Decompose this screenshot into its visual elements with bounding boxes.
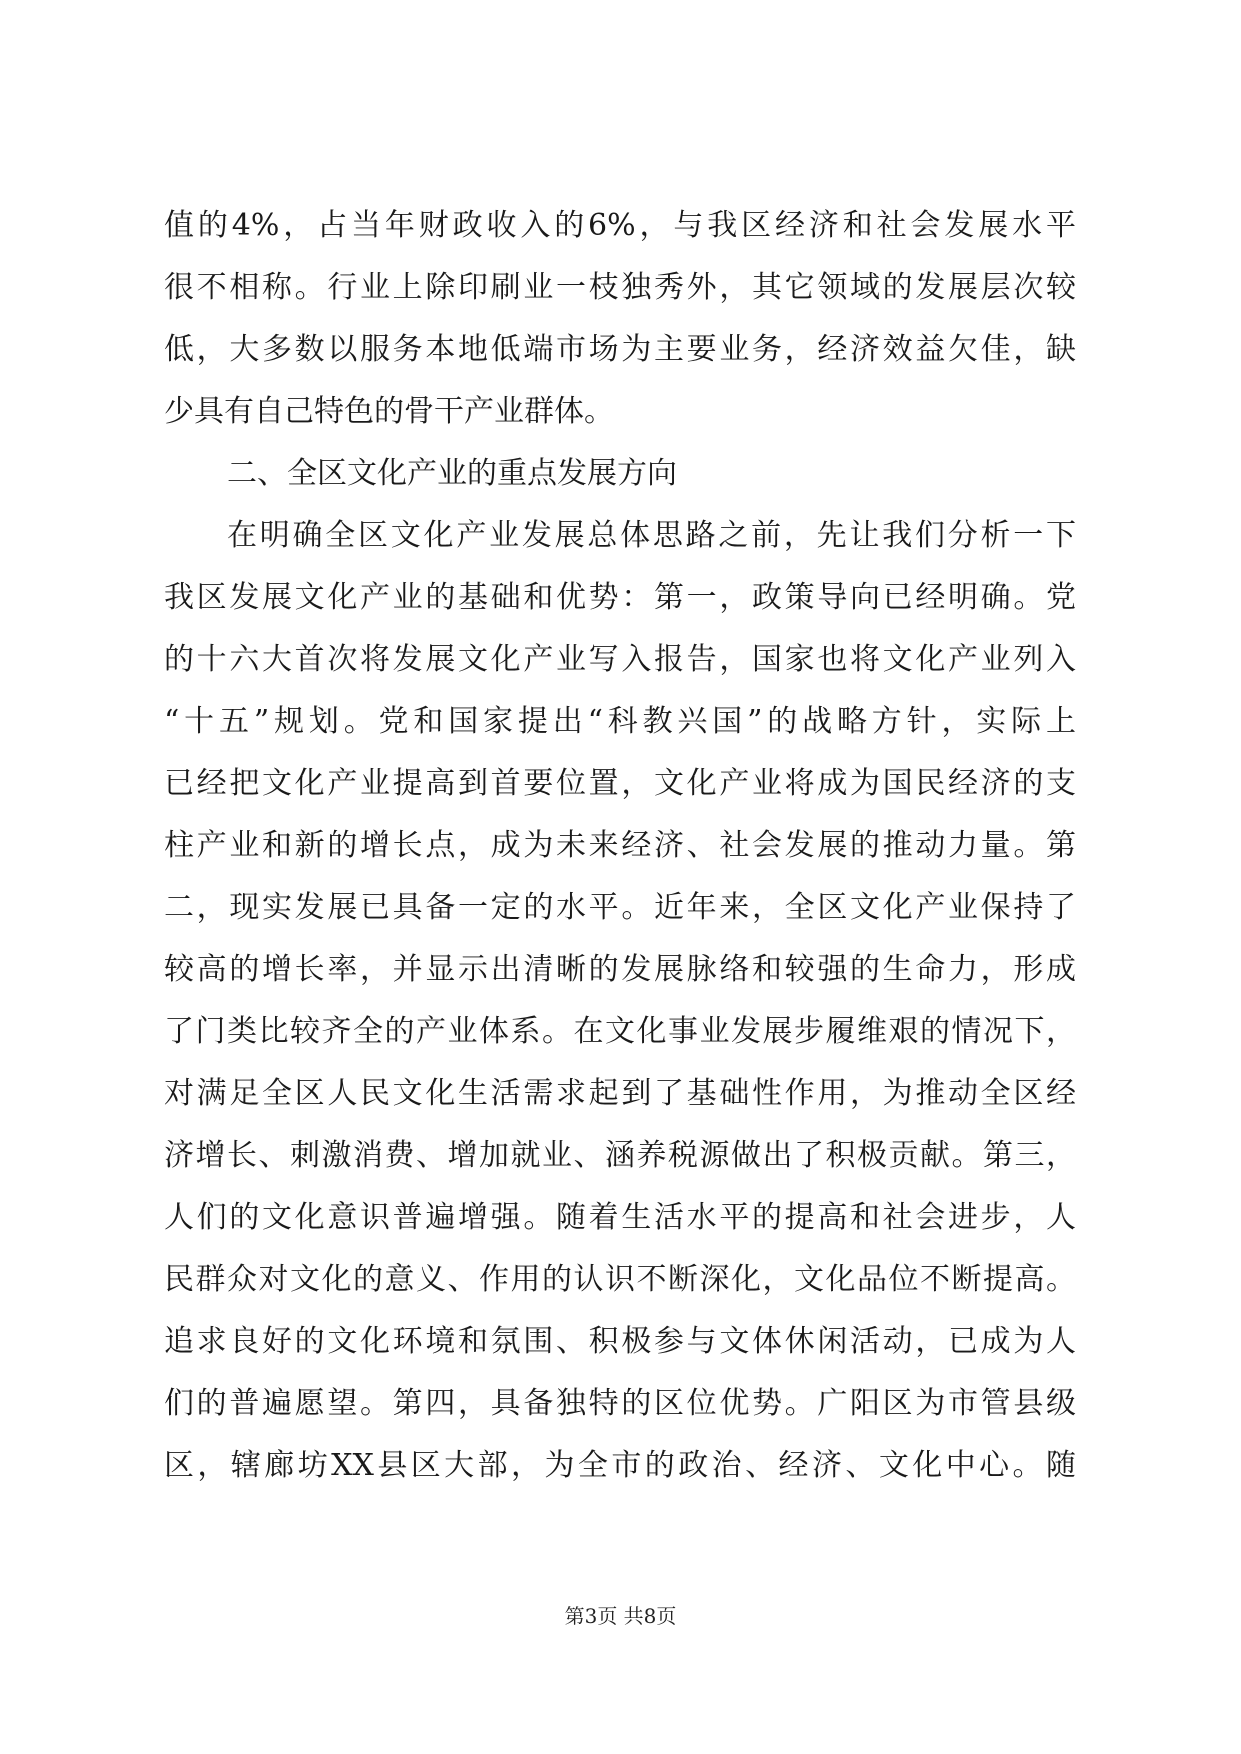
text-line: 二，现实发展已具备一定的水平。近年来，全区文化产业保持了 bbox=[164, 890, 1076, 925]
text-line: 济增长、刺激消费、增加就业、涵养税源做出了积极贡献。第三， bbox=[164, 1138, 1076, 1173]
text-line: 的十六大首次将发展文化产业写入报告，国家也将文化产业列入 bbox=[164, 642, 1076, 677]
text-line: 值的4%，占当年财政收入的6%，与我区经济和社会发展水平 bbox=[164, 208, 1076, 243]
text-line: 少具有自己特色的骨干产业群体。 bbox=[164, 394, 614, 429]
text-line: 民群众对文化的意义、作用的认识不断深化，文化品位不断提高。 bbox=[164, 1262, 1076, 1297]
text-line: 我区发展文化产业的基础和优势：第一，政策导向已经明确。党 bbox=[164, 580, 1076, 615]
text-line: 区，辖廊坊XX县区大部，为全市的政治、经济、文化中心。随 bbox=[164, 1448, 1076, 1483]
text-line: 们的普遍愿望。第四，具备独特的区位优势。广阳区为市管县级 bbox=[164, 1386, 1076, 1421]
text-line: 人们的文化意识普遍增强。随着生活水平的提高和社会进步，人 bbox=[164, 1200, 1076, 1235]
text-line: 了门类比较齐全的产业体系。在文化事业发展步履维艰的情况下， bbox=[164, 1014, 1076, 1049]
text-line: 在明确全区文化产业发展总体思路之前，先让我们分析一下 bbox=[227, 518, 1076, 553]
text-line: 较高的增长率，并显示出清晰的发展脉络和较强的生命力，形成 bbox=[164, 952, 1076, 987]
text-line: 柱产业和新的增长点，成为未来经济、社会发展的推动力量。第 bbox=[164, 828, 1076, 863]
text-line: 对满足全区人民文化生活需求起到了基础性作用，为推动全区经 bbox=[164, 1076, 1076, 1111]
text-line: 低，大多数以服务本地低端市场为主要业务，经济效益欠佳，缺 bbox=[164, 332, 1076, 367]
section-heading: 二、全区文化产业的重点发展方向 bbox=[227, 456, 677, 491]
text-line: “十五”规划。党和国家提出“科教兴国”的战略方针，实际上 bbox=[164, 704, 1076, 739]
text-line: 很不相称。行业上除印刷业一枝独秀外，其它领域的发展层次较 bbox=[164, 270, 1076, 305]
text-line: 追求良好的文化环境和氛围、积极参与文体休闲活动，已成为人 bbox=[164, 1324, 1076, 1359]
page-number: 第3页 共8页 bbox=[564, 1604, 677, 1628]
text-line: 已经把文化产业提高到首要位置，文化产业将成为国民经济的支 bbox=[164, 766, 1076, 801]
